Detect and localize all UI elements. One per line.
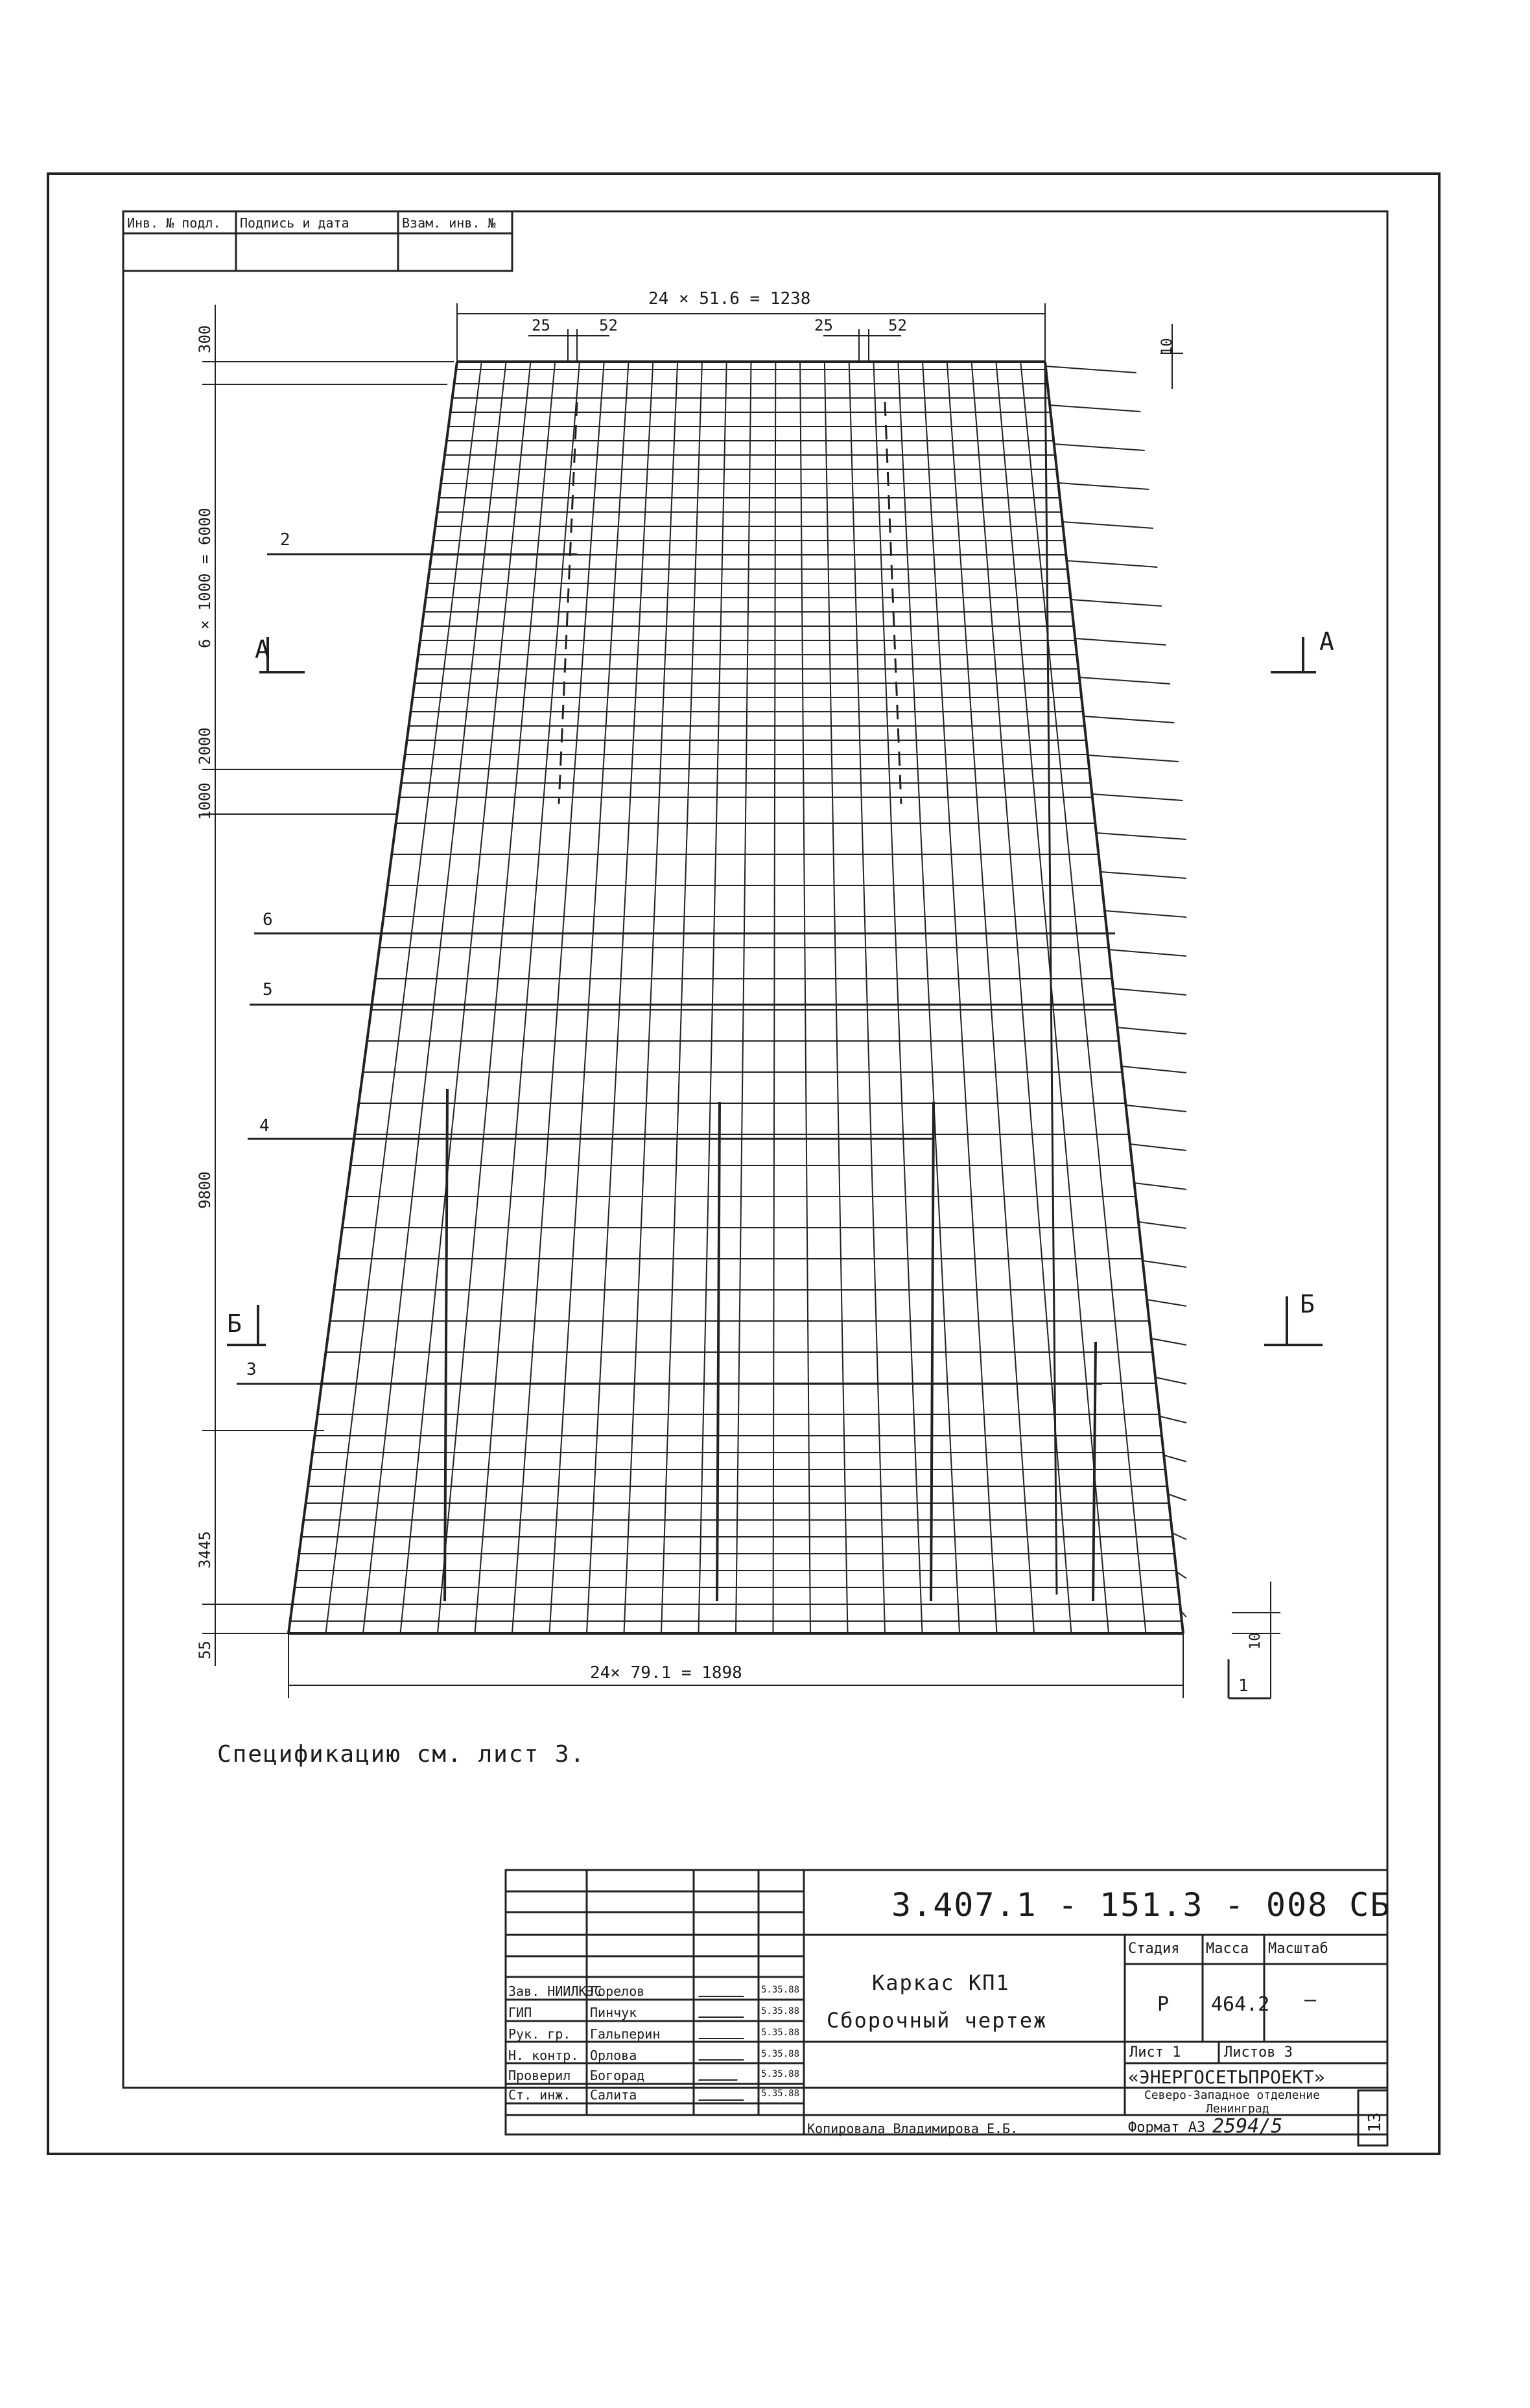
frame-vertical-bar <box>438 362 555 1633</box>
dim-top-left-25: 25 <box>532 316 550 334</box>
staff-date: 5.35.88 <box>761 2028 800 2038</box>
staff-role: Зав. НИИЛКЭС <box>508 1983 602 1999</box>
signature-mark <box>698 1987 747 1997</box>
frame-vertical-bar <box>363 362 506 1633</box>
frame-vertical-bar <box>699 362 727 1633</box>
scale-value: — <box>1304 1989 1317 2011</box>
staff-date: 5.35.88 <box>761 2049 800 2059</box>
dim-left-9800: 9800 <box>196 1171 214 1209</box>
dim-top-total: 24 × 51.6 = 1238 <box>648 289 811 309</box>
frame-side-bar <box>1130 1144 1186 1151</box>
frame-vertical-bar <box>512 362 604 1633</box>
frame-side-bar <box>1079 677 1170 684</box>
frame-vertical-bar <box>587 362 653 1633</box>
frame-stiffener <box>1093 1342 1096 1601</box>
frame-vertical-bar <box>326 362 482 1633</box>
staff-name: Орлова <box>590 2048 637 2063</box>
position-6: 6 <box>263 910 273 929</box>
title-line-1: Каркас КП1 <box>872 1970 1010 1995</box>
frame-vertical-bar <box>288 362 457 1633</box>
stamp-header-inv: Инв. № подл. <box>127 215 221 231</box>
section-a-left: А <box>255 635 270 664</box>
frame-vertical-bar <box>475 362 580 1633</box>
frame-side-bar <box>1050 405 1140 412</box>
frame-side-bar <box>1168 1494 1186 1501</box>
frame-vertical-bar <box>873 362 922 1633</box>
signature-mark <box>698 2050 747 2061</box>
frame-side-bar <box>1100 872 1186 878</box>
dim-left-2000: 2000 <box>196 727 214 765</box>
mass-value: 464.2 <box>1211 1993 1270 2016</box>
frame-side-bar <box>1054 444 1145 450</box>
position-2: 2 <box>280 530 290 550</box>
frame-vertical-bar <box>550 362 629 1633</box>
staff-role: Рук. гр. <box>508 2026 571 2042</box>
dim-left-55: 55 <box>196 1641 214 1659</box>
frame-vertical-bar <box>800 362 810 1633</box>
stamp-header-signature: Подпись и дата <box>240 215 349 231</box>
staff-date: 5.35.88 <box>761 2006 800 2016</box>
frame-side-bar <box>1143 1261 1186 1267</box>
dim-bottom-right-10: 10 <box>1247 1632 1264 1650</box>
frame-stiffener <box>717 1102 720 1601</box>
frame-side-bar <box>1151 1338 1186 1345</box>
frame-vertical-bar <box>401 362 531 1633</box>
frame-vertical-bar <box>624 362 678 1633</box>
frame-side-bar <box>1096 833 1186 839</box>
staff-date: 5.35.88 <box>761 1985 800 1995</box>
frame-vertical-bar <box>773 362 776 1633</box>
dim-top-right-52: 52 <box>888 316 907 334</box>
staff-role: ГИП <box>508 2005 532 2020</box>
archive-number: 2594/5 <box>1212 2115 1283 2138</box>
dim-left-1000: 1000 <box>196 782 214 820</box>
frame-side-bar <box>1105 911 1186 917</box>
dim-left-300: 300 <box>196 325 214 353</box>
frame-vertical-bar <box>898 362 959 1633</box>
frame-vertical-bar <box>849 362 885 1633</box>
staff-name: Гальперин <box>590 2026 661 2042</box>
signature-mark <box>698 2090 747 2101</box>
stage-label: Стадия <box>1128 1941 1180 1957</box>
frame-brace-dashed <box>885 402 901 804</box>
staff-role: Ст. инж. <box>508 2087 571 2103</box>
dim-top-right-25: 25 <box>814 316 833 334</box>
dim-top-right-10: 10 <box>1159 338 1175 355</box>
frame-side-bar <box>1155 1377 1186 1384</box>
staff-date: 5.35.88 <box>761 2088 800 2099</box>
frame-side-bar <box>1138 1222 1186 1228</box>
frame-brace-dashed <box>559 402 577 804</box>
dim-left-6000: 6 × 1000 = 6000 <box>196 508 214 648</box>
sheet-label: Лист 1 <box>1129 2044 1181 2061</box>
frame-side-bar <box>1046 366 1136 373</box>
position-1: 1 <box>1238 1676 1249 1696</box>
org-name: «ЭНЕРГОСЕТЬПРОЕКТ» <box>1128 2066 1325 2088</box>
staff-name: Богорад <box>590 2068 645 2083</box>
sheets-label: Листов 3 <box>1224 2044 1293 2061</box>
frame-side-bar <box>1164 1455 1186 1462</box>
frame-side-bar <box>1075 638 1166 645</box>
frame-vertical-bar <box>736 362 751 1633</box>
dim-bottom-total: 24× 79.1 = 1898 <box>590 1663 742 1683</box>
dim-left-3445: 3445 <box>196 1531 214 1569</box>
frame-side-bar <box>1122 1066 1186 1073</box>
position-5: 5 <box>263 980 273 999</box>
frame-side-bar <box>1126 1105 1186 1112</box>
frame-stiffener <box>931 1102 934 1601</box>
format-label: Формат А3 <box>1128 2120 1206 2136</box>
frame-side-bar <box>1160 1416 1186 1423</box>
frame-vertical-bar <box>1045 362 1183 1633</box>
frame-side-bar <box>1058 483 1149 489</box>
position-4: 4 <box>259 1116 270 1136</box>
scale-label: Масштаб <box>1268 1941 1328 1957</box>
frame-vertical-bar <box>996 362 1109 1633</box>
frame-vertical-bar <box>661 362 702 1633</box>
org-city: Ленинград <box>1206 2102 1269 2116</box>
staff-name: Пинчук <box>590 2005 637 2020</box>
dim-top-left-52: 52 <box>599 316 618 334</box>
frame-side-bar <box>1092 794 1183 801</box>
frame-side-bar <box>1066 561 1157 567</box>
frame-side-bar <box>1071 600 1162 606</box>
position-3: 3 <box>246 1360 257 1379</box>
frame-side-bar <box>1117 1027 1186 1034</box>
signature-mark <box>698 2007 747 2018</box>
section-b-left: Б <box>227 1309 242 1338</box>
inner-frame <box>123 211 1387 2088</box>
frame-side-bar <box>1088 755 1179 762</box>
mass-label: Масса <box>1206 1941 1249 1957</box>
section-a-right: А <box>1319 627 1334 656</box>
frame-side-bar <box>1147 1300 1186 1306</box>
frame-side-bar <box>1135 1183 1186 1189</box>
staff-name: Салита <box>590 2087 637 2103</box>
staff-date: 5.35.88 <box>761 2069 800 2079</box>
frame-side-bar <box>1109 950 1186 956</box>
signature-mark <box>698 2070 741 2081</box>
frame-side-bar <box>1172 1533 1186 1539</box>
stamp-header-replace: Взам. инв. № <box>402 215 496 231</box>
title-line-2: Сборочный чертеж <box>827 2008 1048 2033</box>
org-branch: Северо-Западное отделение <box>1144 2088 1320 2102</box>
sheet-border <box>48 174 1439 2154</box>
section-b-right: Б <box>1300 1290 1315 1318</box>
frame-vertical-bar <box>825 362 848 1633</box>
copied-by: Копировала Владимирова Е.Б. <box>807 2121 1018 2136</box>
frame-side-bar <box>1063 522 1153 528</box>
staff-role: Проверил <box>508 2068 571 2083</box>
signature-mark <box>698 2029 747 2039</box>
page-mark: 13 <box>1365 2112 1385 2133</box>
frame-grid <box>288 362 1186 1633</box>
specification-note: Спецификацию см. лист 3. <box>217 1741 586 1768</box>
staff-name: Горелов <box>590 1983 645 1999</box>
frame-vertical-bar <box>1020 362 1146 1633</box>
frame-side-bar <box>1083 716 1174 723</box>
staff-role: Н. контр. <box>508 2048 579 2063</box>
frame-side-bar <box>1113 988 1186 995</box>
doc-number: 3.407.1 - 151.3 - 008 СБ <box>891 1886 1391 1924</box>
stage-value: Р <box>1157 1993 1170 2016</box>
